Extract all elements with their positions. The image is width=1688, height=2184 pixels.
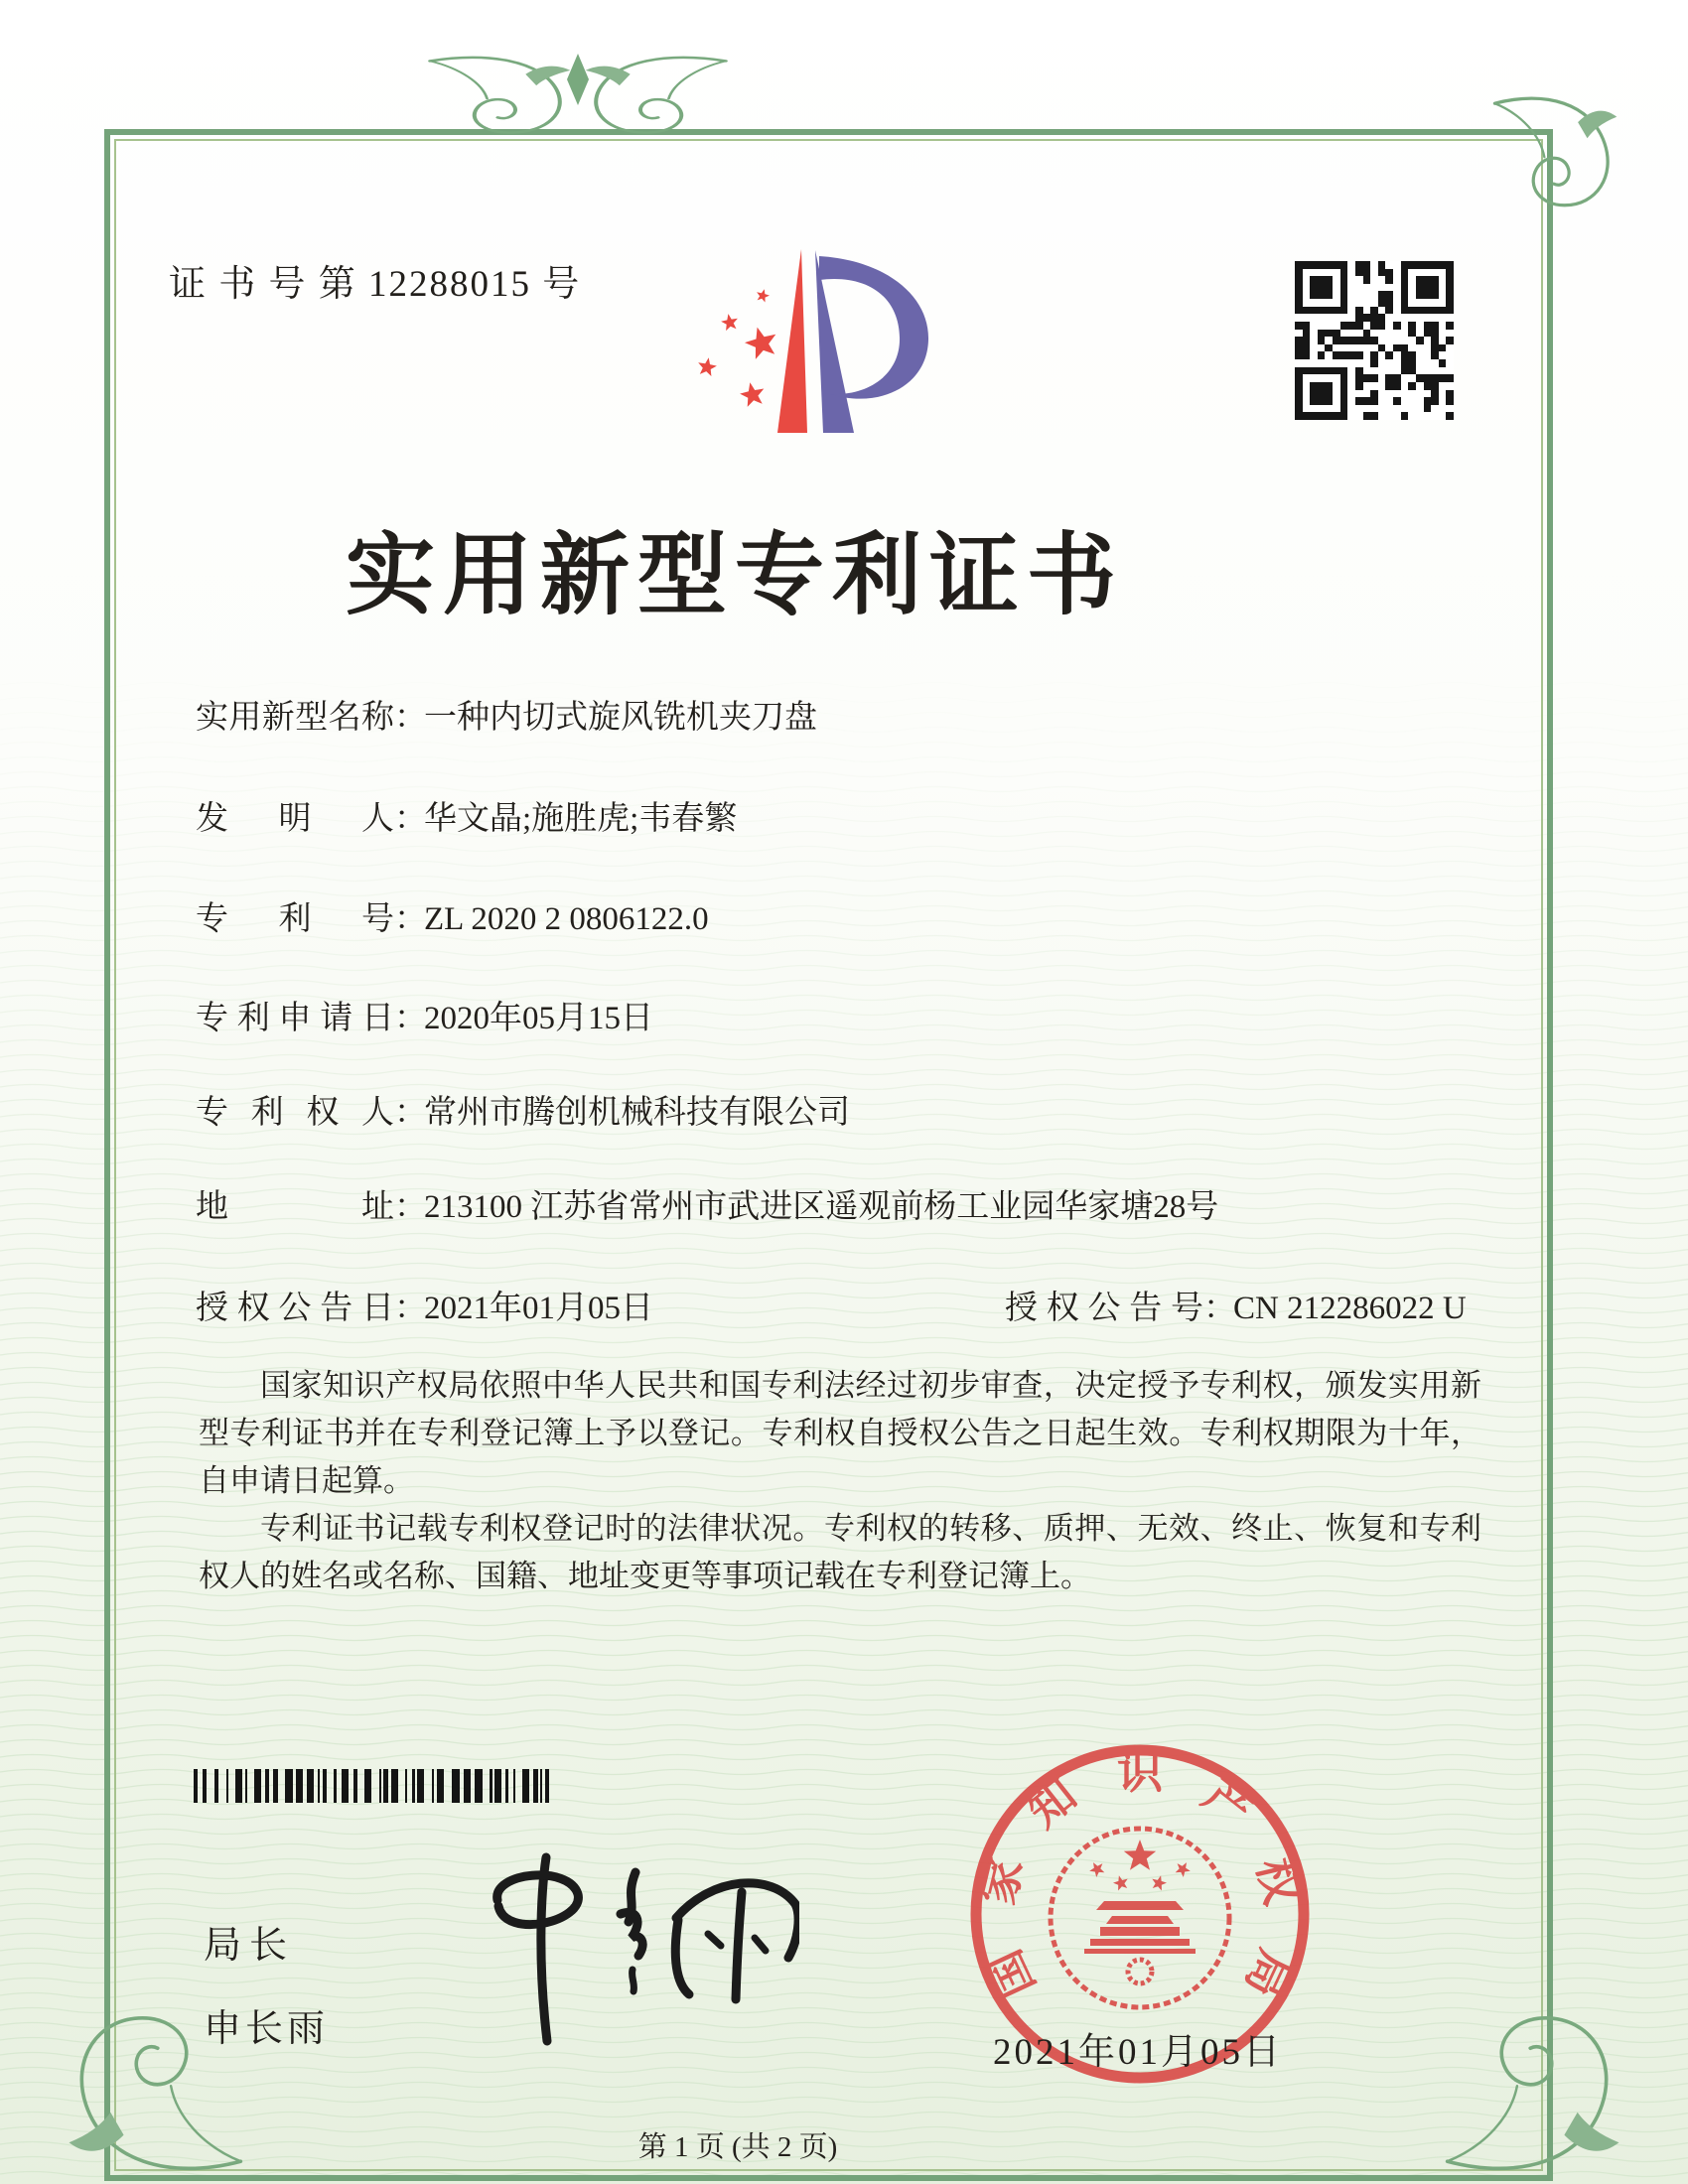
field-value: 一种内切式旋风铣机夹刀盘 — [424, 700, 817, 736]
certificate-number: 证 书 号 第 12288015 号 — [169, 264, 582, 305]
field-row-filing-date — [196, 996, 653, 1041]
seal-date: 2021年01月05日 — [993, 2032, 1283, 2073]
field-label: 授权公告号 — [1005, 1291, 1203, 1326]
legal-paragraph-1: 国家知识产权局依照中华人民共和国专利法经过初步审查，决定授予专利权，颁发实用新型专利证书并在专利登记簿上予以登记。专利权自授权公告之日起生效。专利权期限为十年，自申请日起算。 — [199, 1368, 1481, 1498]
field-row-grant-date — [196, 1286, 1467, 1331]
commissioner-title: 局长 — [204, 1925, 296, 1967]
field-value: 2021年01月05日 — [424, 1291, 653, 1326]
seal-emblem-stars — [1089, 1840, 1191, 1891]
svg-text:产: 产 — [1194, 1768, 1262, 1838]
top-right-flourish-icon — [1484, 81, 1633, 230]
field-label: 专利号 — [196, 901, 394, 937]
field-value: 213100 江苏省常州市武进区遥观前杨工业园华家塘28号 — [424, 1189, 1219, 1225]
legal-paragraph-2: 专利证书记载专利权登记时的法律状况。专利权的转移、质押、无效、终止、恢复和专利权人的姓名或名称、国籍、地址变更等事项记载在专利登记簿上。 — [199, 1511, 1481, 1593]
field-label: 实用新型名称 — [196, 700, 394, 736]
field-value: CN 212286022 U — [1233, 1291, 1467, 1326]
certificate-title: 实用新型专利证书 — [346, 527, 1124, 625]
field-label: 地址 — [196, 1189, 394, 1225]
field-row-patentee — [196, 1090, 850, 1136]
field-row-address — [196, 1184, 1218, 1230]
svg-text:知: 知 — [1018, 1768, 1086, 1838]
field-colon: ： — [394, 801, 427, 837]
certificate-border-inner-line — [114, 139, 1543, 2171]
field-colon: ： — [394, 901, 427, 937]
commissioner-name: 申长雨 — [204, 2008, 330, 2050]
bottom-right-flourish-icon — [1420, 1976, 1628, 2184]
field-value: ZL 2020 2 0806122.0 — [424, 901, 709, 937]
legal-text-block — [199, 1362, 1481, 1600]
field-colon: ： — [1203, 1291, 1236, 1326]
field-colon: ： — [394, 1095, 427, 1131]
svg-text:国: 国 — [979, 1942, 1045, 2005]
field-colon: ： — [394, 1189, 427, 1225]
field-label: 专利权人 — [196, 1095, 394, 1131]
svg-text:权: 权 — [1247, 1852, 1308, 1910]
field-colon: ： — [394, 1001, 427, 1036]
field-label: 授权公告日 — [196, 1291, 394, 1326]
cnipa-logo-icon — [685, 244, 933, 441]
field-value: 常州市腾创机械科技有限公司 — [424, 1095, 850, 1131]
svg-text:家: 家 — [972, 1852, 1033, 1910]
commissioner-signature-icon — [452, 1843, 799, 2091]
svg-text:识: 识 — [1117, 1747, 1163, 1798]
field-row-patent-number — [196, 896, 709, 942]
field-colon: ： — [394, 1291, 427, 1326]
field-colon: ： — [394, 700, 427, 736]
field-row-grant-publication-number — [1005, 1286, 1467, 1331]
field-row-utility-model-name — [196, 695, 817, 741]
field-value: 华文晶;施胜虎;韦春繁 — [424, 801, 738, 837]
top-center-flourish-icon — [409, 46, 747, 150]
field-label: 发明人 — [196, 801, 394, 837]
page-number: 第 1 页 (共 2 页) — [637, 2131, 838, 2163]
seal-ring-text — [972, 1747, 1308, 2005]
seal-emblem-gate — [1084, 1901, 1196, 1954]
field-row-inventors — [196, 796, 737, 842]
qr-code-icon — [1295, 261, 1454, 420]
field-label: 专利申请日 — [196, 1001, 394, 1036]
barcode-icon — [194, 1769, 553, 1803]
field-value: 2020年05月15日 — [424, 1001, 653, 1036]
svg-text:局: 局 — [1235, 1942, 1301, 2005]
